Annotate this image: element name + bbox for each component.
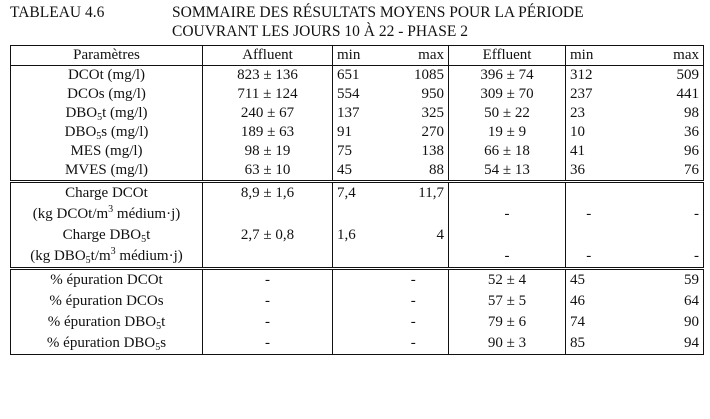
max-effluent-cell: 90	[612, 312, 704, 333]
table-title-line-1: SOMMAIRE DES RÉSULTATS MOYENS POUR LA PÉRIODE	[172, 4, 584, 21]
header-row	[11, 46, 704, 66]
table-row	[11, 225, 704, 246]
effluent-cell: 19 ± 9	[449, 123, 566, 142]
header-effluent: Effluent	[449, 46, 566, 66]
affluent-cell: 63 ± 10	[203, 161, 333, 182]
header-max-effluent: max	[612, 46, 704, 66]
param-cell: DCOt (mg/l)	[11, 66, 203, 86]
min-effluent-cell: 74	[570, 314, 585, 330]
param-cell: Charge DCOt	[11, 182, 203, 205]
max-effluent-cell: 509	[612, 66, 704, 86]
affluent-cell: 2,7 ± 0,8	[203, 225, 333, 246]
max-affluent-cell: 138	[379, 142, 449, 161]
table-number: TABLEAU 4.6	[10, 4, 105, 21]
min-effluent-cell: 46	[570, 293, 585, 309]
effluent-cell: 66 ± 18	[449, 142, 566, 161]
header-parametres: Paramètres	[11, 46, 203, 66]
table-row	[11, 312, 704, 333]
param-cell: Charge $DBO_5t$	[11, 225, 203, 246]
max-effluent-cell: 76	[612, 161, 704, 182]
min-affluent-cell	[333, 312, 379, 333]
param-cell: $DBO_5s$ (mg/l)	[11, 123, 203, 142]
header-min-effluent: min	[566, 46, 612, 66]
max-effluent-cell: 98	[612, 104, 704, 123]
min-effluent-cell: 10	[570, 124, 585, 140]
max-affluent-cell: -	[379, 291, 449, 312]
max-effluent-cell: -	[612, 246, 704, 269]
table-row	[11, 291, 704, 312]
min-affluent-cell: 1,6	[337, 227, 356, 243]
table-title-line-2: COUVRANT LES JOURS 10 À 22 - PHASE 2	[172, 23, 468, 40]
table-row	[11, 85, 704, 104]
min-affluent-cell: 7,4	[337, 185, 356, 201]
min-effluent-cell: 45	[570, 272, 585, 288]
effluent-cell: 52 ± 4	[449, 269, 566, 292]
min-affluent-cell: 554	[337, 86, 360, 102]
param-cell: % épuration $DBO_5s$	[11, 333, 203, 355]
min-affluent-cell	[333, 269, 379, 292]
header-max-affluent: max	[379, 46, 449, 66]
min-affluent-cell	[333, 291, 379, 312]
param-cell: % épuration DCOs	[11, 291, 203, 312]
table-row	[11, 182, 704, 205]
max-affluent-cell: 950	[379, 85, 449, 104]
effluent-cell: 90 ± 3	[449, 333, 566, 355]
table-row	[11, 204, 704, 225]
effluent-cell: 50 ± 22	[449, 104, 566, 123]
min-affluent-cell	[333, 333, 379, 355]
table-row	[11, 104, 704, 123]
header-affluent: Affluent	[203, 46, 333, 66]
max-affluent-cell: -	[379, 312, 449, 333]
min-effluent-cell: 23	[570, 105, 585, 121]
min-effluent-cell: 41	[570, 143, 585, 159]
group-epuration	[11, 269, 704, 355]
max-effluent-cell: 59	[612, 269, 704, 292]
effluent-cell: 396 ± 74	[449, 66, 566, 86]
affluent-cell: 8,9 ± 1,6	[203, 182, 333, 205]
effluent-cell: -	[449, 204, 566, 225]
min-effluent-cell: 36	[566, 161, 612, 182]
table-row	[11, 161, 704, 182]
param-cell: MES (mg/l)	[11, 142, 203, 161]
max-effluent-cell: -	[612, 204, 704, 225]
effluent-cell: 57 ± 5	[449, 291, 566, 312]
effluent-cell: 54 ± 13	[449, 161, 566, 182]
param-cell-unit: (kg $DBO_5t/m^3$ médium·j)	[11, 246, 203, 269]
min-affluent-cell: 75	[337, 143, 352, 159]
min-affluent-cell: 45	[333, 161, 379, 182]
affluent-cell: -	[203, 269, 333, 292]
max-effluent-cell: 36	[612, 123, 704, 142]
affluent-cell: -	[203, 312, 333, 333]
table-row	[11, 142, 704, 161]
header-min-affluent: min	[333, 46, 379, 66]
max-affluent-cell: 270	[379, 123, 449, 142]
table-row	[11, 66, 704, 86]
param-cell-unit: (kg DCOt/$m^3$ médium·j)	[11, 204, 203, 225]
min-affluent-cell: 651	[337, 67, 360, 83]
max-affluent-cell: -	[379, 333, 449, 355]
max-effluent-cell: 96	[612, 142, 704, 161]
table-row	[11, 269, 704, 292]
affluent-cell: -	[203, 333, 333, 355]
min-effluent-cell: 85	[566, 333, 612, 355]
min-effluent-cell: -	[566, 246, 612, 269]
table-row	[11, 333, 704, 355]
max-affluent-cell: 325	[379, 104, 449, 123]
effluent-cell: -	[449, 246, 566, 269]
affluent-cell: 189 ± 63	[203, 123, 333, 142]
min-effluent-cell: -	[586, 206, 592, 222]
param-cell: MVES (mg/l)	[11, 161, 203, 182]
affluent-cell: -	[203, 291, 333, 312]
max-effluent-cell: 441	[612, 85, 704, 104]
param-cell: DCOs (mg/l)	[11, 85, 203, 104]
max-affluent-cell: 11,7	[379, 182, 449, 205]
max-effluent-cell: 64	[612, 291, 704, 312]
min-effluent-cell: 312	[570, 67, 593, 83]
table-row	[11, 123, 704, 142]
param-cell: $DBO_5t$ (mg/l)	[11, 104, 203, 123]
affluent-cell: 98 ± 19	[203, 142, 333, 161]
max-affluent-cell: 88	[379, 161, 449, 182]
affluent-cell: 711 ± 124	[203, 85, 333, 104]
affluent-cell: 823 ± 136	[203, 66, 333, 86]
group-concentrations	[11, 66, 704, 182]
table-row	[11, 246, 704, 269]
results-table	[10, 45, 704, 355]
max-effluent-cell: 94	[612, 333, 704, 355]
effluent-cell: 79 ± 6	[449, 312, 566, 333]
max-affluent-cell: 1085	[379, 66, 449, 86]
effluent-cell: 309 ± 70	[449, 85, 566, 104]
min-affluent-cell: 137	[337, 105, 360, 121]
max-affluent-cell: 4	[379, 225, 449, 246]
group-charges	[11, 182, 704, 269]
min-effluent-cell: 237	[570, 86, 593, 102]
min-affluent-cell: 91	[337, 124, 352, 140]
param-cell: % épuration $DBO_5t$	[11, 312, 203, 333]
max-affluent-cell: -	[379, 269, 449, 292]
param-cell: % épuration DCOt	[11, 269, 203, 292]
affluent-cell: 240 ± 67	[203, 104, 333, 123]
